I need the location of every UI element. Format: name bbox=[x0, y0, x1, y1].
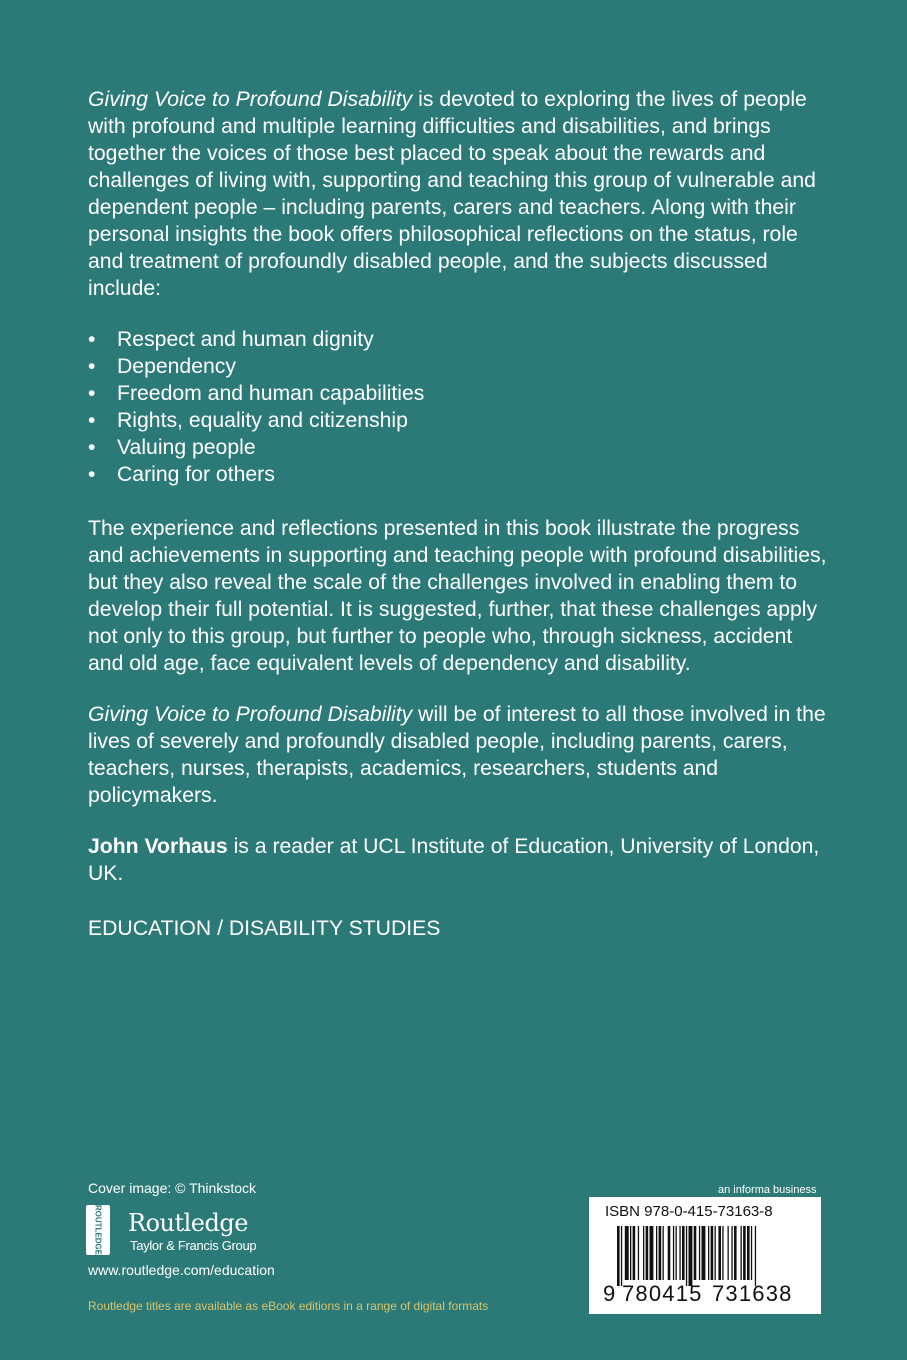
barcode-bar bbox=[741, 1226, 742, 1280]
subject-category: EDUCATION / DISABILITY STUDIES bbox=[88, 917, 441, 940]
barcode-bar bbox=[668, 1226, 671, 1280]
barcode-bar bbox=[630, 1226, 631, 1280]
informa-tagline: an informa business bbox=[718, 1184, 817, 1196]
barcode-bar bbox=[682, 1226, 685, 1280]
barcode-bar bbox=[617, 1226, 620, 1286]
description-paragraph-2: The experience and reflections presented in this book illustrate the progress and achievements in supporting and teaching people with profound disabilities, but they also reveal the scale of the challenges involved in enabling them to develop their full potential. It is suggested, further, that these challenges apply not only to this group, but further to people who, through sickness, accident and old age, face equivalent levels of dependency and disability. bbox=[88, 517, 827, 675]
publisher-url[interactable]: www.routledge.com/education bbox=[88, 1262, 275, 1278]
publisher-group: Taylor & Francis Group bbox=[130, 1238, 257, 1253]
description-paragraph-3 bbox=[88, 701, 828, 809]
barcode-bar bbox=[743, 1226, 746, 1280]
barcode-bar bbox=[638, 1226, 639, 1280]
barcode-bar bbox=[708, 1226, 709, 1280]
barcode-bar bbox=[728, 1226, 729, 1280]
barcode-bar bbox=[755, 1226, 756, 1286]
book-title-italic: Giving Voice to Profound Disability bbox=[88, 88, 413, 111]
barcode-bar bbox=[673, 1226, 674, 1280]
barcode-bar bbox=[751, 1226, 752, 1280]
barcode-bar bbox=[711, 1226, 714, 1280]
subjects-list bbox=[88, 326, 828, 488]
barcode-bar bbox=[676, 1226, 677, 1280]
barcode-bar bbox=[731, 1226, 732, 1280]
barcode-bar bbox=[715, 1226, 716, 1280]
barcode-bar bbox=[686, 1226, 687, 1286]
barcode-bar bbox=[646, 1226, 649, 1280]
barcode-digits bbox=[589, 1281, 821, 1311]
barcode-bar bbox=[643, 1226, 644, 1280]
barcode-bar bbox=[722, 1226, 723, 1280]
barcode-bars bbox=[617, 1226, 807, 1286]
author-bio-text: is a reader at UCL Institute of Education, University of London, UK. bbox=[88, 835, 820, 885]
description-text-1: is devoted to exploring the lives of people with profound and multiple learning difficulties and disabilities, and brings together the voices of those best placed to speak about the rewards and challenges of living with, supporting and teaching this group of vulnerable and dependent people – including parents, carers and teachers. Along with their personal insights the book offers philosophical reflections on the status, role and treatment of profoundly disabled people, and the subjects discussed include: bbox=[88, 88, 816, 300]
description-paragraph-1 bbox=[88, 86, 828, 302]
barcode-bar bbox=[747, 1226, 750, 1280]
list-item: • Dependency bbox=[88, 353, 828, 380]
barcode-bar bbox=[702, 1226, 706, 1280]
description-text-3: will be of interest to all those involved in the lives of severely and profoundly disabled people, including parents, carers, teachers, nurses, therapists, academics, researchers, students and policymakers. bbox=[88, 703, 826, 807]
barcode-bar bbox=[699, 1226, 700, 1280]
list-item: • Caring for others bbox=[88, 461, 828, 488]
barcode-bar bbox=[625, 1226, 629, 1280]
list-item: • Rights, equality and citizenship bbox=[88, 407, 828, 434]
list-item: • Freedom and human capabilities bbox=[88, 380, 828, 407]
author-bio bbox=[88, 833, 828, 887]
barcode-bar bbox=[718, 1226, 721, 1280]
routledge-emblem-icon bbox=[86, 1205, 110, 1255]
list-item: • Respect and human dignity bbox=[88, 326, 828, 353]
cover-image-credit: Cover image: © Thinkstock bbox=[88, 1180, 257, 1196]
isbn-number: ISBN 978-0-415-73163-8 bbox=[605, 1203, 773, 1220]
barcode-bar bbox=[633, 1226, 636, 1280]
barcode-bar bbox=[679, 1226, 680, 1280]
routledge-logo bbox=[86, 1205, 276, 1257]
barcode-bar bbox=[694, 1226, 697, 1280]
barcode-digit-first: 9 bbox=[603, 1281, 616, 1306]
barcode-bar bbox=[689, 1226, 693, 1286]
publisher-name: Routledge bbox=[128, 1209, 248, 1237]
list-item: • Valuing people bbox=[88, 434, 828, 461]
barcode-bar bbox=[650, 1226, 654, 1280]
barcode-bar bbox=[734, 1226, 737, 1280]
barcode-digits-right: 731638 bbox=[712, 1281, 793, 1306]
author-name: John Vorhaus bbox=[88, 835, 228, 858]
barcode-digits-left: 780415 bbox=[622, 1281, 703, 1306]
isbn-barcode bbox=[589, 1197, 821, 1314]
barcode-bar bbox=[659, 1226, 662, 1280]
barcode-bar bbox=[621, 1226, 622, 1286]
logo-vertical-text: ROUTLEDGE bbox=[93, 1205, 103, 1255]
barcode-bar bbox=[663, 1226, 664, 1280]
back-cover-text bbox=[88, 86, 828, 942]
book-title-italic: Giving Voice to Profound Disability bbox=[88, 703, 413, 726]
ebook-note: Routledge titles are available as eBook editions in a range of digital formats bbox=[88, 1299, 489, 1313]
barcode-bar bbox=[656, 1226, 657, 1280]
